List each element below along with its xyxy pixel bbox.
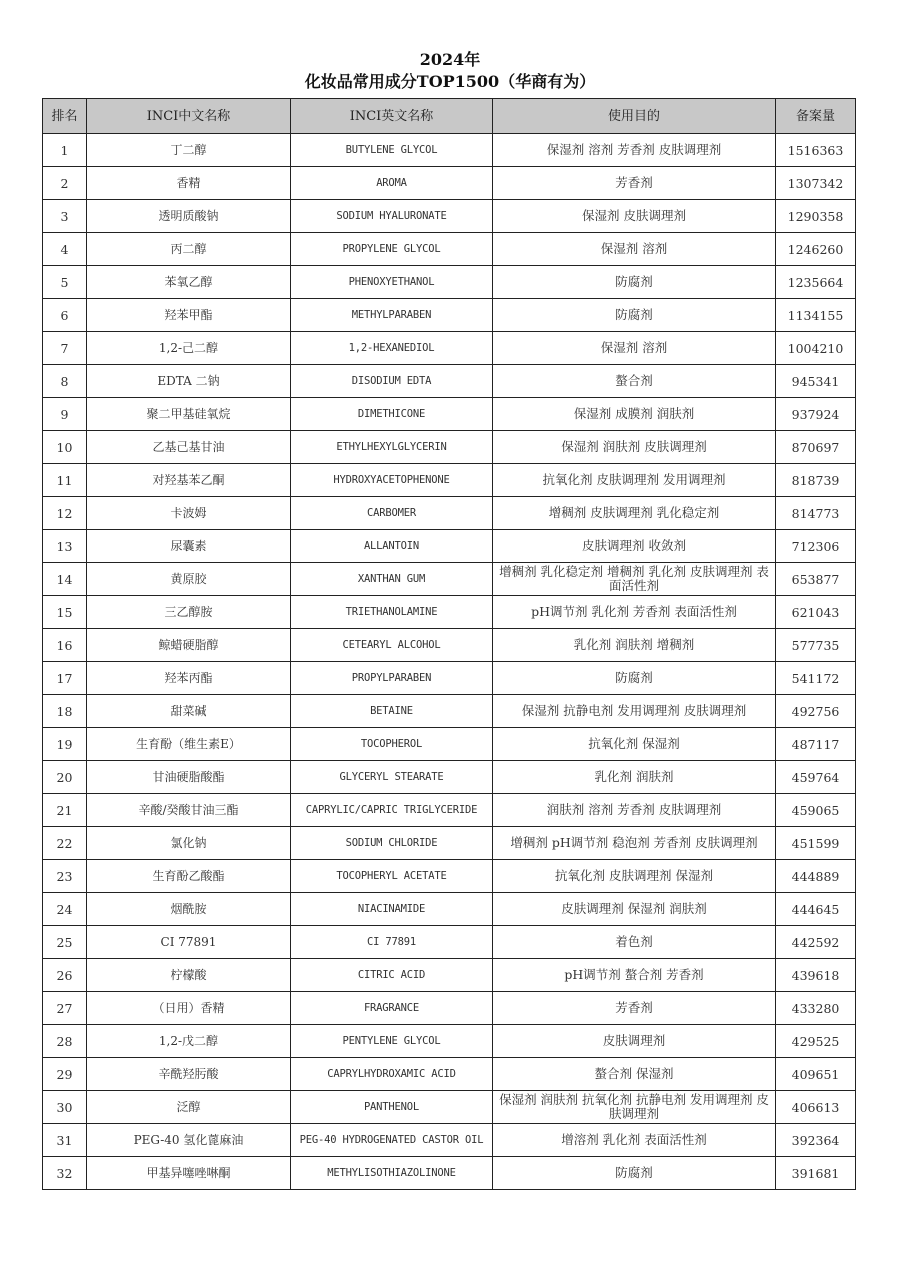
filing-count-cell: 945341 [776, 365, 856, 398]
chinese-name-cell: PEG-40 氢化蓖麻油 [87, 1124, 291, 1157]
rank-cell: 19 [43, 728, 87, 761]
header-purpose: 使用目的 [493, 99, 776, 134]
purpose-cell: 保湿剂 溶剂 [493, 332, 776, 365]
chinese-name-cell: 甘油硬脂酸酯 [87, 761, 291, 794]
rank-cell: 4 [43, 233, 87, 266]
chinese-name-cell: 香精 [87, 167, 291, 200]
purpose-cell: 抗氧化剂 皮肤调理剂 保湿剂 [493, 860, 776, 893]
table-row [43, 794, 856, 827]
chinese-name-cell: 尿囊素 [87, 530, 291, 563]
rank-cell: 10 [43, 431, 87, 464]
table-row [43, 629, 856, 662]
english-name-cell: PANTHENOL [291, 1091, 493, 1124]
chinese-name-cell: 对羟基苯乙酮 [87, 464, 291, 497]
chinese-name-cell: 苯氧乙醇 [87, 266, 291, 299]
english-name-cell: GLYCERYL STEARATE [291, 761, 493, 794]
rank-cell: 24 [43, 893, 87, 926]
table-row [43, 662, 856, 695]
table-row [43, 134, 856, 167]
purpose-cell: pH调节剂 螯合剂 芳香剂 [493, 959, 776, 992]
purpose-cell: 着色剂 [493, 926, 776, 959]
english-name-cell: DIMETHICONE [291, 398, 493, 431]
filing-count-cell: 1516363 [776, 134, 856, 167]
table-row [43, 200, 856, 233]
english-name-cell: TRIETHANOLAMINE [291, 596, 493, 629]
table-row [43, 530, 856, 563]
english-name-cell: TOCOPHEROL [291, 728, 493, 761]
english-name-cell: SODIUM HYALURONATE [291, 200, 493, 233]
rank-cell: 32 [43, 1157, 87, 1190]
english-name-cell: BUTYLENE GLYCOL [291, 134, 493, 167]
table-row [43, 959, 856, 992]
rank-cell: 9 [43, 398, 87, 431]
filing-count-cell: 1307342 [776, 167, 856, 200]
chinese-name-cell: 丁二醇 [87, 134, 291, 167]
header-filing-count: 备案量 [776, 99, 856, 134]
purpose-cell: 增稠剂 乳化稳定剂 增稠剂 乳化剂 皮肤调理剂 表面活性剂 [493, 563, 776, 596]
purpose-cell: 润肤剂 溶剂 芳香剂 皮肤调理剂 [493, 794, 776, 827]
english-name-cell: XANTHAN GUM [291, 563, 493, 596]
rank-cell: 27 [43, 992, 87, 1025]
rank-cell: 20 [43, 761, 87, 794]
purpose-cell: 皮肤调理剂 收敛剂 [493, 530, 776, 563]
english-name-cell: TOCOPHERYL ACETATE [291, 860, 493, 893]
chinese-name-cell: 透明质酸钠 [87, 200, 291, 233]
filing-count-cell: 621043 [776, 596, 856, 629]
english-name-cell: NIACINAMIDE [291, 893, 493, 926]
purpose-cell: 保湿剂 润肤剂 抗氧化剂 抗静电剂 发用调理剂 皮肤调理剂 [493, 1091, 776, 1124]
english-name-cell: HYDROXYACETOPHENONE [291, 464, 493, 497]
filing-count-cell: 1290358 [776, 200, 856, 233]
rank-cell: 14 [43, 563, 87, 596]
purpose-cell: 保湿剂 皮肤调理剂 [493, 200, 776, 233]
purpose-cell: 螯合剂 [493, 365, 776, 398]
filing-count-cell: 391681 [776, 1157, 856, 1190]
ingredients-table [42, 98, 856, 1190]
chinese-name-cell: 三乙醇胺 [87, 596, 291, 629]
rank-cell: 12 [43, 497, 87, 530]
purpose-cell: 保湿剂 溶剂 [493, 233, 776, 266]
table-row [43, 926, 856, 959]
rank-cell: 23 [43, 860, 87, 893]
header-rank: 排名 [43, 99, 87, 134]
chinese-name-cell: 鲸蜡硬脂醇 [87, 629, 291, 662]
filing-count-cell: 541172 [776, 662, 856, 695]
purpose-cell: 防腐剂 [493, 1157, 776, 1190]
table-row [43, 728, 856, 761]
purpose-cell: 乳化剂 润肤剂 [493, 761, 776, 794]
purpose-cell: 保湿剂 抗静电剂 发用调理剂 皮肤调理剂 [493, 695, 776, 728]
rank-cell: 1 [43, 134, 87, 167]
table-row [43, 1157, 856, 1190]
chinese-name-cell: 烟酰胺 [87, 893, 291, 926]
rank-cell: 31 [43, 1124, 87, 1157]
table-row [43, 1124, 856, 1157]
table-row [43, 266, 856, 299]
filing-count-cell: 459065 [776, 794, 856, 827]
chinese-name-cell: EDTA 二钠 [87, 365, 291, 398]
table-row [43, 431, 856, 464]
english-name-cell: CETEARYL ALCOHOL [291, 629, 493, 662]
filing-count-cell: 818739 [776, 464, 856, 497]
table-row [43, 1058, 856, 1091]
document-year: 2024年 [419, 50, 481, 69]
chinese-name-cell: 1,2-己二醇 [87, 332, 291, 365]
purpose-cell: pH调节剂 乳化剂 芳香剂 表面活性剂 [493, 596, 776, 629]
rank-cell: 3 [43, 200, 87, 233]
chinese-name-cell: 泛醇 [87, 1091, 291, 1124]
purpose-cell: 乳化剂 润肤剂 增稠剂 [493, 629, 776, 662]
filing-count-cell: 444645 [776, 893, 856, 926]
filing-count-cell: 444889 [776, 860, 856, 893]
filing-count-cell: 451599 [776, 827, 856, 860]
rank-cell: 6 [43, 299, 87, 332]
filing-count-cell: 487117 [776, 728, 856, 761]
english-name-cell: PROPYLENE GLYCOL [291, 233, 493, 266]
chinese-name-cell: 柠檬酸 [87, 959, 291, 992]
chinese-name-cell: 羟苯甲酯 [87, 299, 291, 332]
purpose-cell: 抗氧化剂 皮肤调理剂 发用调理剂 [493, 464, 776, 497]
table-row [43, 233, 856, 266]
chinese-name-cell: （日用）香精 [87, 992, 291, 1025]
rank-cell: 25 [43, 926, 87, 959]
rank-cell: 5 [43, 266, 87, 299]
chinese-name-cell: 生育酚（维生素E） [87, 728, 291, 761]
english-name-cell: CARBOMER [291, 497, 493, 530]
chinese-name-cell: 氯化钠 [87, 827, 291, 860]
table-row [43, 1091, 856, 1124]
rank-cell: 17 [43, 662, 87, 695]
english-name-cell: PHENOXYETHANOL [291, 266, 493, 299]
filing-count-cell: 937924 [776, 398, 856, 431]
rank-cell: 26 [43, 959, 87, 992]
purpose-cell: 抗氧化剂 保湿剂 [493, 728, 776, 761]
filing-count-cell: 1134155 [776, 299, 856, 332]
purpose-cell: 螯合剂 保湿剂 [493, 1058, 776, 1091]
chinese-name-cell: 生育酚乙酸酯 [87, 860, 291, 893]
filing-count-cell: 442592 [776, 926, 856, 959]
table-row [43, 992, 856, 1025]
rank-cell: 30 [43, 1091, 87, 1124]
filing-count-cell: 459764 [776, 761, 856, 794]
table-row [43, 299, 856, 332]
english-name-cell: PROPYLPARABEN [291, 662, 493, 695]
table-row [43, 497, 856, 530]
english-name-cell: DISODIUM EDTA [291, 365, 493, 398]
purpose-cell: 防腐剂 [493, 662, 776, 695]
table-header-row [43, 99, 856, 134]
table-row [43, 365, 856, 398]
filing-count-cell: 870697 [776, 431, 856, 464]
chinese-name-cell: 辛酰羟肟酸 [87, 1058, 291, 1091]
table-row [43, 563, 856, 596]
filing-count-cell: 1235664 [776, 266, 856, 299]
table-row [43, 464, 856, 497]
table-row [43, 398, 856, 431]
rank-cell: 7 [43, 332, 87, 365]
filing-count-cell: 439618 [776, 959, 856, 992]
purpose-cell: 芳香剂 [493, 992, 776, 1025]
rank-cell: 29 [43, 1058, 87, 1091]
english-name-cell: PEG-40 HYDROGENATED CASTOR OIL [291, 1124, 493, 1157]
filing-count-cell: 577735 [776, 629, 856, 662]
english-name-cell: METHYLPARABEN [291, 299, 493, 332]
english-name-cell: FRAGRANCE [291, 992, 493, 1025]
purpose-cell: 皮肤调理剂 保湿剂 润肤剂 [493, 893, 776, 926]
table-row [43, 1025, 856, 1058]
table-row [43, 167, 856, 200]
english-name-cell: CAPRYLHYDROXAMIC ACID [291, 1058, 493, 1091]
filing-count-cell: 392364 [776, 1124, 856, 1157]
english-name-cell: CAPRYLIC/CAPRIC TRIGLYCERIDE [291, 794, 493, 827]
table-row [43, 596, 856, 629]
chinese-name-cell: 卡波姆 [87, 497, 291, 530]
chinese-name-cell: 丙二醇 [87, 233, 291, 266]
table-row [43, 761, 856, 794]
rank-cell: 18 [43, 695, 87, 728]
filing-count-cell: 433280 [776, 992, 856, 1025]
english-name-cell: ALLANTOIN [291, 530, 493, 563]
purpose-cell: 保湿剂 溶剂 芳香剂 皮肤调理剂 [493, 134, 776, 167]
table-row [43, 827, 856, 860]
chinese-name-cell: 辛酸/癸酸甘油三酯 [87, 794, 291, 827]
filing-count-cell: 653877 [776, 563, 856, 596]
chinese-name-cell: 1,2-戊二醇 [87, 1025, 291, 1058]
chinese-name-cell: 甲基异噻唑啉酮 [87, 1157, 291, 1190]
filing-count-cell: 1246260 [776, 233, 856, 266]
chinese-name-cell: 羟苯丙酯 [87, 662, 291, 695]
rank-cell: 21 [43, 794, 87, 827]
chinese-name-cell: CI 77891 [87, 926, 291, 959]
purpose-cell: 保湿剂 润肤剂 皮肤调理剂 [493, 431, 776, 464]
rank-cell: 16 [43, 629, 87, 662]
english-name-cell: CI 77891 [291, 926, 493, 959]
purpose-cell: 保湿剂 成膜剂 润肤剂 [493, 398, 776, 431]
rank-cell: 13 [43, 530, 87, 563]
filing-count-cell: 492756 [776, 695, 856, 728]
purpose-cell: 防腐剂 [493, 299, 776, 332]
filing-count-cell: 1004210 [776, 332, 856, 365]
header-english-name: INCI英文名称 [291, 99, 493, 134]
chinese-name-cell: 聚二甲基硅氧烷 [87, 398, 291, 431]
english-name-cell: BETAINE [291, 695, 493, 728]
table-row [43, 332, 856, 365]
purpose-cell: 芳香剂 [493, 167, 776, 200]
rank-cell: 28 [43, 1025, 87, 1058]
rank-cell: 8 [43, 365, 87, 398]
table-row [43, 893, 856, 926]
chinese-name-cell: 黄原胶 [87, 563, 291, 596]
english-name-cell: ETHYLHEXYLGLYCERIN [291, 431, 493, 464]
purpose-cell: 增稠剂 皮肤调理剂 乳化稳定剂 [493, 497, 776, 530]
table-row [43, 860, 856, 893]
english-name-cell: 1,2-HEXANEDIOL [291, 332, 493, 365]
rank-cell: 11 [43, 464, 87, 497]
english-name-cell: CITRIC ACID [291, 959, 493, 992]
english-name-cell: AROMA [291, 167, 493, 200]
filing-count-cell: 406613 [776, 1091, 856, 1124]
document-title: 化妆品常用成分TOP1500（华商有为） [304, 72, 596, 91]
filing-count-cell: 712306 [776, 530, 856, 563]
purpose-cell: 防腐剂 [493, 266, 776, 299]
filing-count-cell: 409651 [776, 1058, 856, 1091]
rank-cell: 2 [43, 167, 87, 200]
rank-cell: 15 [43, 596, 87, 629]
english-name-cell: SODIUM CHLORIDE [291, 827, 493, 860]
purpose-cell: 皮肤调理剂 [493, 1025, 776, 1058]
english-name-cell: METHYLISOTHIAZOLINONE [291, 1157, 493, 1190]
purpose-cell: 增稠剂 pH调节剂 稳泡剂 芳香剂 皮肤调理剂 [493, 827, 776, 860]
filing-count-cell: 429525 [776, 1025, 856, 1058]
chinese-name-cell: 甜菜碱 [87, 695, 291, 728]
chinese-name-cell: 乙基己基甘油 [87, 431, 291, 464]
rank-cell: 22 [43, 827, 87, 860]
filing-count-cell: 814773 [776, 497, 856, 530]
english-name-cell: PENTYLENE GLYCOL [291, 1025, 493, 1058]
header-chinese-name: INCI中文名称 [87, 99, 291, 134]
purpose-cell: 增溶剂 乳化剂 表面活性剂 [493, 1124, 776, 1157]
table-row [43, 695, 856, 728]
